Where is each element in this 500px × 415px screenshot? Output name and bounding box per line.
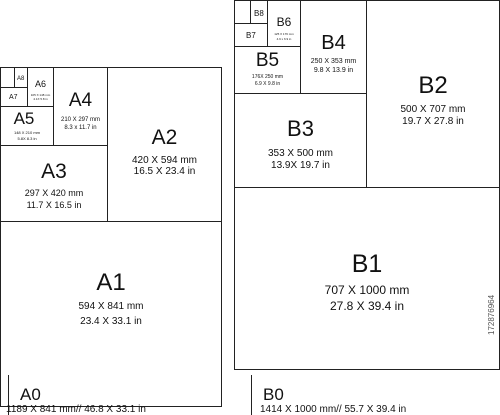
- b3-sheet: [234, 93, 367, 188]
- a1-in: 23.4 X 33.1 in: [80, 316, 142, 327]
- a7-sheet: [0, 87, 28, 107]
- b0-dims: 1414 X 1000 mm// 55.7 X 39.4 in: [260, 404, 407, 415]
- b2-in: 19.7 X 27.8 in: [402, 116, 464, 127]
- b1-label: B1: [351, 250, 383, 278]
- b8-sheet: [250, 0, 268, 24]
- a0-label: A0: [20, 385, 41, 404]
- a5-sheet: [0, 106, 54, 146]
- b1-in: 27.8 X 39.4 in: [329, 299, 405, 313]
- b2-sheet: [366, 0, 500, 188]
- b-remainder-sheet: [234, 0, 251, 24]
- b5-mm: 176X 250 mm: [251, 74, 284, 80]
- b5-sheet: [234, 46, 301, 94]
- b5-in: 6.9 X 9.8 in: [254, 81, 281, 87]
- a5-label: A5: [13, 109, 35, 128]
- a3-in: 11.7 X 16.5 in: [26, 200, 82, 210]
- b3-in: 13.9X 19.7 in: [271, 160, 330, 171]
- a6-sheet: [27, 67, 54, 107]
- a2-label: A2: [151, 126, 178, 149]
- a5-mm: 148 X 210 mm: [13, 130, 40, 135]
- stock-id-watermark: 172876964: [487, 294, 496, 335]
- b4-sheet: [300, 0, 367, 94]
- a8-label: A8: [17, 76, 25, 82]
- b8-label: B8: [254, 9, 264, 18]
- a3-label: A3: [41, 160, 67, 183]
- a-remainder-sheet: [0, 67, 15, 88]
- a5-in: 5.8X 8.3 in: [17, 136, 37, 141]
- b0-tick: [251, 375, 252, 415]
- b4-label: B4: [321, 32, 346, 54]
- b3-label: B3: [287, 116, 314, 141]
- a1-label: A1: [96, 269, 126, 296]
- b1-sheet: [234, 187, 500, 370]
- b6-label: B6: [276, 15, 292, 29]
- b6-mm: 125 X 176 mm: [274, 32, 294, 36]
- a2-sheet: [107, 67, 222, 222]
- a4-mm: 210 X 297 mm: [60, 117, 101, 123]
- b6-sheet: [267, 0, 301, 47]
- b7-label: B7: [246, 31, 256, 40]
- a6-mm: 105 X 148 mm: [30, 93, 51, 97]
- b2-label: B2: [418, 72, 448, 99]
- b3-mm: 353 X 500 mm: [267, 148, 334, 159]
- a6-label: A6: [34, 79, 46, 89]
- a4-sheet: [53, 67, 108, 146]
- a1-mm: 594 X 841 mm: [78, 301, 144, 312]
- b1-mm: 707 X 1000 mm: [324, 283, 410, 297]
- b5-label: B5: [255, 50, 280, 71]
- a2-in: 16.5 X 23.4 in: [133, 166, 196, 177]
- a8-sheet: [14, 67, 28, 88]
- a4-label: A4: [68, 90, 93, 111]
- a1-sheet: [0, 221, 222, 407]
- b0-label: B0: [263, 385, 284, 404]
- a4-in: 8.3 x 11.7 in: [64, 125, 97, 131]
- b4-in: 9.8 X 13.9 in: [313, 67, 354, 74]
- b2-mm: 500 X 707 mm: [400, 104, 466, 115]
- a6-in: 4.1X 5.8 in: [33, 97, 48, 101]
- b7-sheet: [234, 23, 268, 47]
- a7-label: A7: [9, 94, 18, 101]
- a3-mm: 297 X 420 mm: [24, 188, 84, 198]
- b6-in: 4.9 x 6.9 in: [276, 37, 292, 41]
- a2-mm: 420 X 594 mm: [131, 155, 198, 166]
- b4-mm: 250 X 353 mm: [310, 58, 357, 65]
- a0-dims: 1189 X 841 mm// 46.8 X 33.1 in: [6, 404, 146, 415]
- a3-sheet: [0, 145, 108, 222]
